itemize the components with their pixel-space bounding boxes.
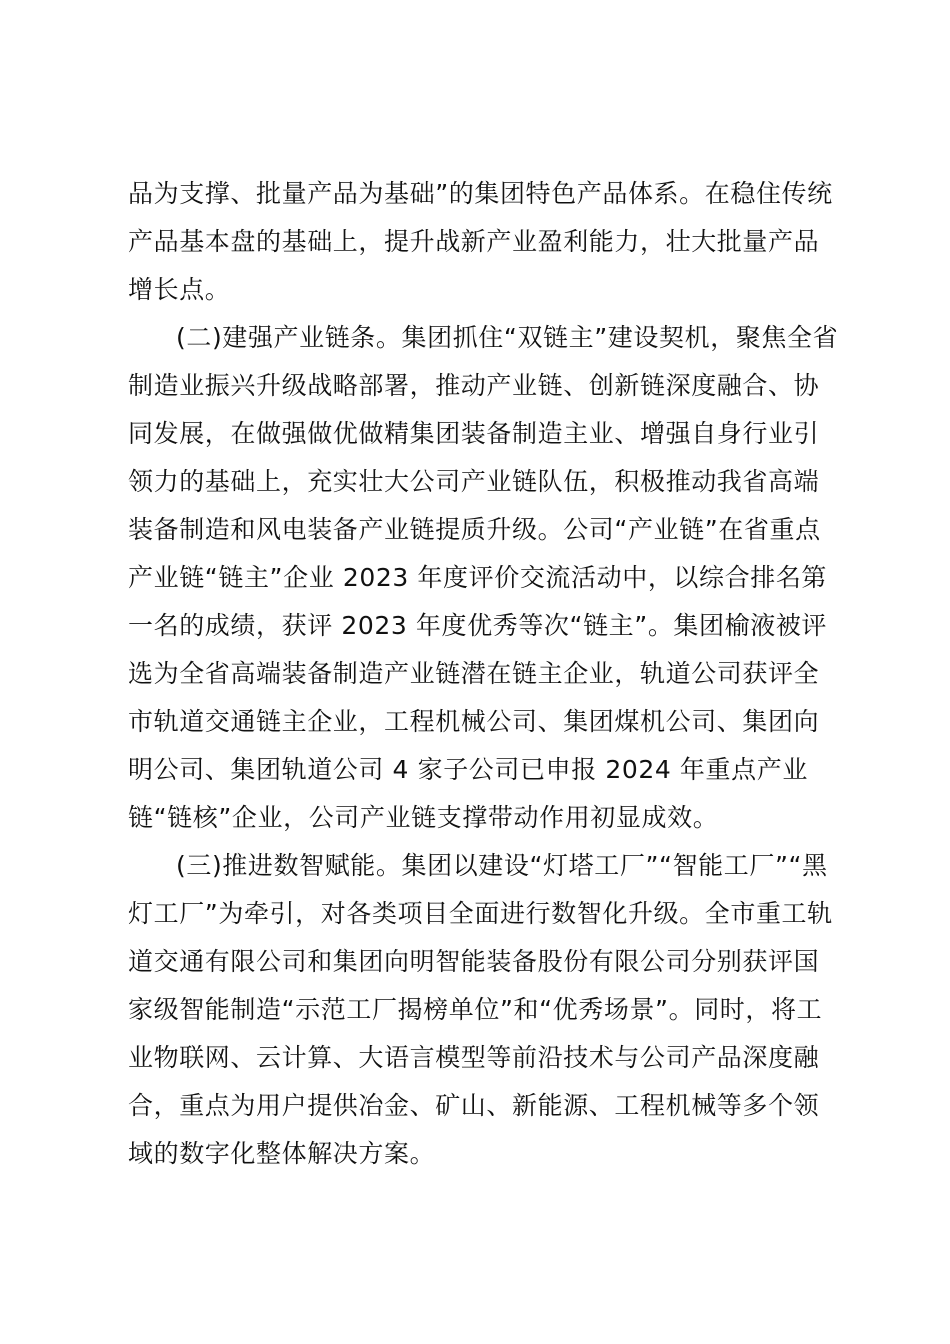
paragraph-1-line-3: 增长点。: [128, 275, 231, 304]
paragraph-2-line-10: 明公司、集团轨道公司 4 家子公司已申报 2024 年重点产业: [128, 755, 808, 784]
paragraph-1-line-1: 品为支撑、批量产品为基础”的集团特色产品体系。在稳住传统: [128, 179, 833, 208]
paragraph-2-line-8: 选为全省高端装备制造产业链潜在链主企业，轨道公司获评全: [128, 659, 820, 688]
paragraph-2-line-11: 链“链核”企业，公司产业链支撑带动作用初显成效。: [128, 803, 719, 832]
paragraph-3-line-2: 灯工厂”为牵引，对各类项目全面进行数智化升级。全市重工轨: [128, 899, 833, 928]
paragraph-3-line-5: 业物联网、云计算、大语言模型等前沿技术与公司产品深度融: [128, 1043, 820, 1072]
paragraph-2-line-9: 市轨道交通链主企业，工程机械公司、集团煤机公司、集团向: [128, 707, 820, 736]
paragraph-3-line-6: 合，重点为用户提供冶金、矿山、新能源、工程机械等多个领: [128, 1091, 820, 1120]
paragraph-2-line-4: 领力的基础上，充实壮大公司产业链队伍，积极推动我省高端: [128, 467, 820, 496]
paragraph-3-line-3: 道交通有限公司和集团向明智能装备股份有限公司分别获评国: [128, 947, 820, 976]
paragraph-2-line-5: 装备制造和风电装备产业链提质升级。公司“产业链”在省重点: [128, 515, 821, 544]
paragraph-2-line-7: 一名的成绩，获评 2023 年度优秀等次“链主”。集团榆液被评: [128, 611, 828, 640]
paragraph-3-line-1: (三)推进数智赋能。集团以建设“灯塔工厂”“智能工厂”“黑: [176, 851, 828, 880]
paragraph-3-line-7: 域的数字化整体解决方案。: [128, 1139, 436, 1168]
paragraph-2-line-1: (二)建强产业链条。集团抓住“双链主”建设契机，聚焦全省: [176, 323, 839, 352]
paragraph-3-line-4: 家级智能制造“示范工厂揭榜单位”和“优秀场景”。同时，将工: [128, 995, 823, 1024]
paragraph-2-line-3: 同发展，在做强做优做精集团装备制造主业、增强自身行业引: [128, 419, 820, 448]
paragraph-1-line-2: 产品基本盘的基础上，提升战新产业盈利能力，壮大批量产品: [128, 227, 820, 256]
paragraph-2-line-2: 制造业振兴升级战略部署，推动产业链、创新链深度融合、协: [128, 371, 820, 400]
paragraph-2-line-6: 产业链“链主”企业 2023 年度评价交流活动中，以综合排名第: [128, 563, 828, 592]
